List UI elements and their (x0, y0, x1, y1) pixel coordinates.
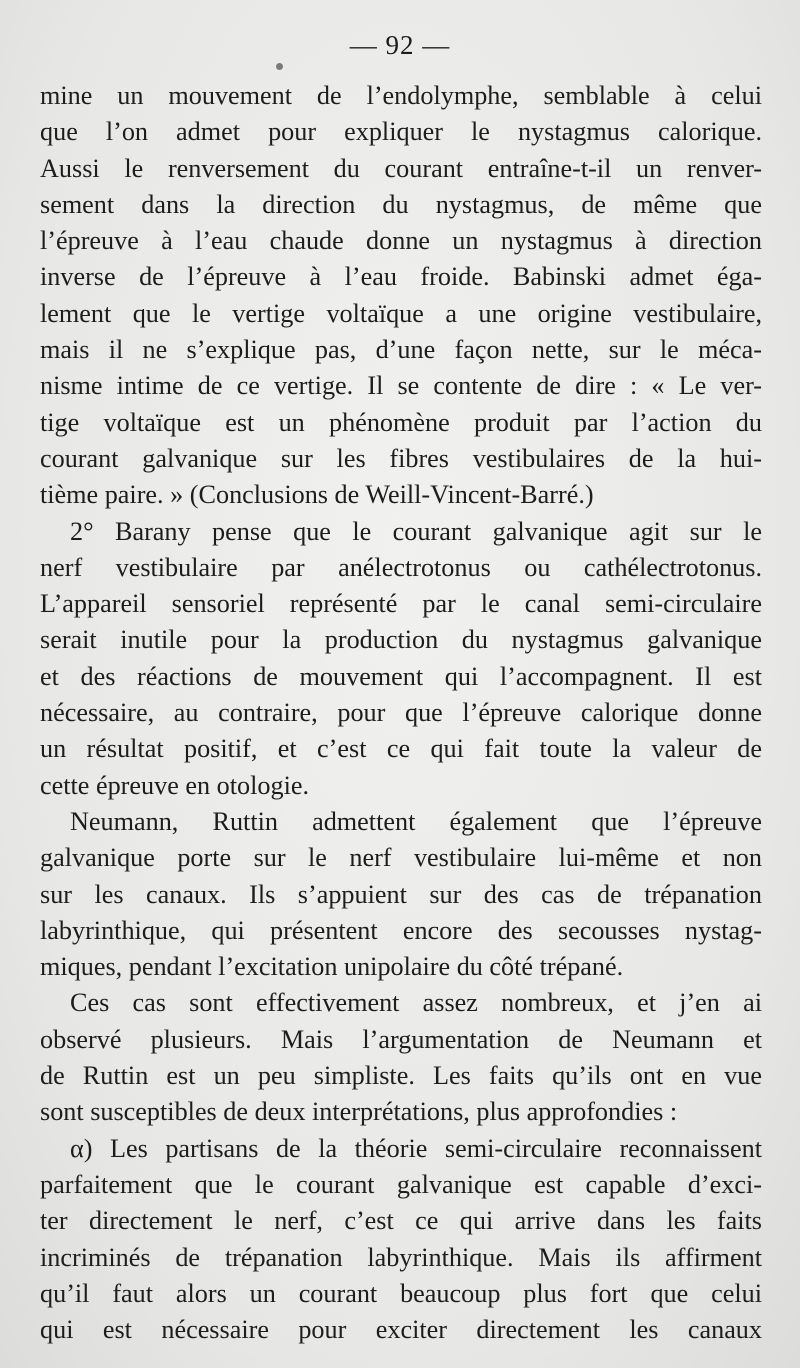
text-line: un résultat positif, et c’est ce qui fait toute la valeur de (40, 734, 762, 764)
text-line: lement que le vertige voltaïque a une origine vestibulaire, (40, 298, 762, 328)
text-line: sement dans la direction du nystagmus, de même que (40, 189, 762, 219)
text-line: de Ruttin est un peu simpliste. Les faits qu’ils ont en vue (40, 1061, 762, 1091)
body-text (40, 78, 762, 1348)
text-line: Aussi le renversement du courant entraîne-t-il un renver- (40, 153, 762, 183)
text-line: tige voltaïque est un phénomène produit par l’action du (40, 407, 762, 437)
text-line: qui est nécessaire pour exciter directement les canaux (40, 1315, 762, 1345)
text-line: incriminés de trépanation labyrinthique. Mais ils affirment (40, 1242, 762, 1272)
text-line: cette épreuve en otologie. (40, 770, 310, 800)
text-line: observé plusieurs. Mais l’argumentation de Neumann et (40, 1024, 762, 1054)
text-line: Ces cas sont effectivement assez nombreux, et j’en ai (70, 988, 762, 1018)
text-line: galvanique porte sur le nerf vestibulaire lui-même et non (40, 843, 762, 873)
text-line: sont susceptibles de deux interprétations, plus approfondies : (40, 1097, 678, 1127)
text-line: inverse de l’épreuve à l’eau froide. Babinski admet éga- (40, 262, 762, 292)
text-line: L’appareil sensoriel représenté par le canal semi-circulaire (40, 589, 762, 619)
text-line: parfaitement que le courant galvanique est capable d’exci- (40, 1169, 762, 1199)
text-line: l’épreuve à l’eau chaude donne un nystagmus à direction (40, 226, 762, 256)
text-line: Neumann, Ruttin admettent également que l’épreuve (70, 806, 762, 836)
text-line: serait inutile pour la production du nystagmus galvanique (40, 625, 762, 655)
text-line: miques, pendant l’excitation unipolaire du côté trépané. (40, 952, 624, 982)
text-line: α) Les partisans de la théorie semi-circulaire reconnaissent (70, 1133, 762, 1163)
ink-speck (276, 63, 283, 70)
text-line: sur les canaux. Ils s’appuient sur des cas de trépanation (40, 879, 762, 909)
text-line: que l’on admet pour expliquer le nystagmus calorique. (40, 117, 762, 147)
text-line: ter directement le nerf, c’est ce qui arrive dans les faits (40, 1206, 762, 1236)
text-line: nisme intime de ce vertige. Il se contente de dire : « Le ver- (40, 371, 762, 401)
text-line: mine un mouvement de l’endolymphe, semblable à celui (40, 81, 762, 110)
text-line: tième paire. » (Conclusions de Weill-Vincent-Barré.) (40, 480, 594, 510)
page-number: — 92 — (349, 30, 451, 60)
text-line: nécessaire, au contraire, pour que l’épreuve calorique donne (40, 698, 762, 728)
text-line: courant galvanique sur les fibres vestibulaires de la hui- (40, 443, 762, 473)
text-line: et des réactions de mouvement qui l’accompagnent. Il est (40, 661, 762, 691)
text-line: nerf vestibulaire par anélectrotonus ou cathélectrotonus. (40, 552, 762, 582)
text-line: labyrinthique, qui présentent encore des secousses nystag- (40, 915, 762, 945)
text-line: 2° Barany pense que le courant galvanique agit sur le (70, 516, 762, 546)
text-line: mais il ne s’explique pas, d’une façon nette, sur le méca- (40, 335, 762, 365)
text-line: qu’il faut alors un courant beaucoup plus fort que celui (40, 1278, 762, 1308)
